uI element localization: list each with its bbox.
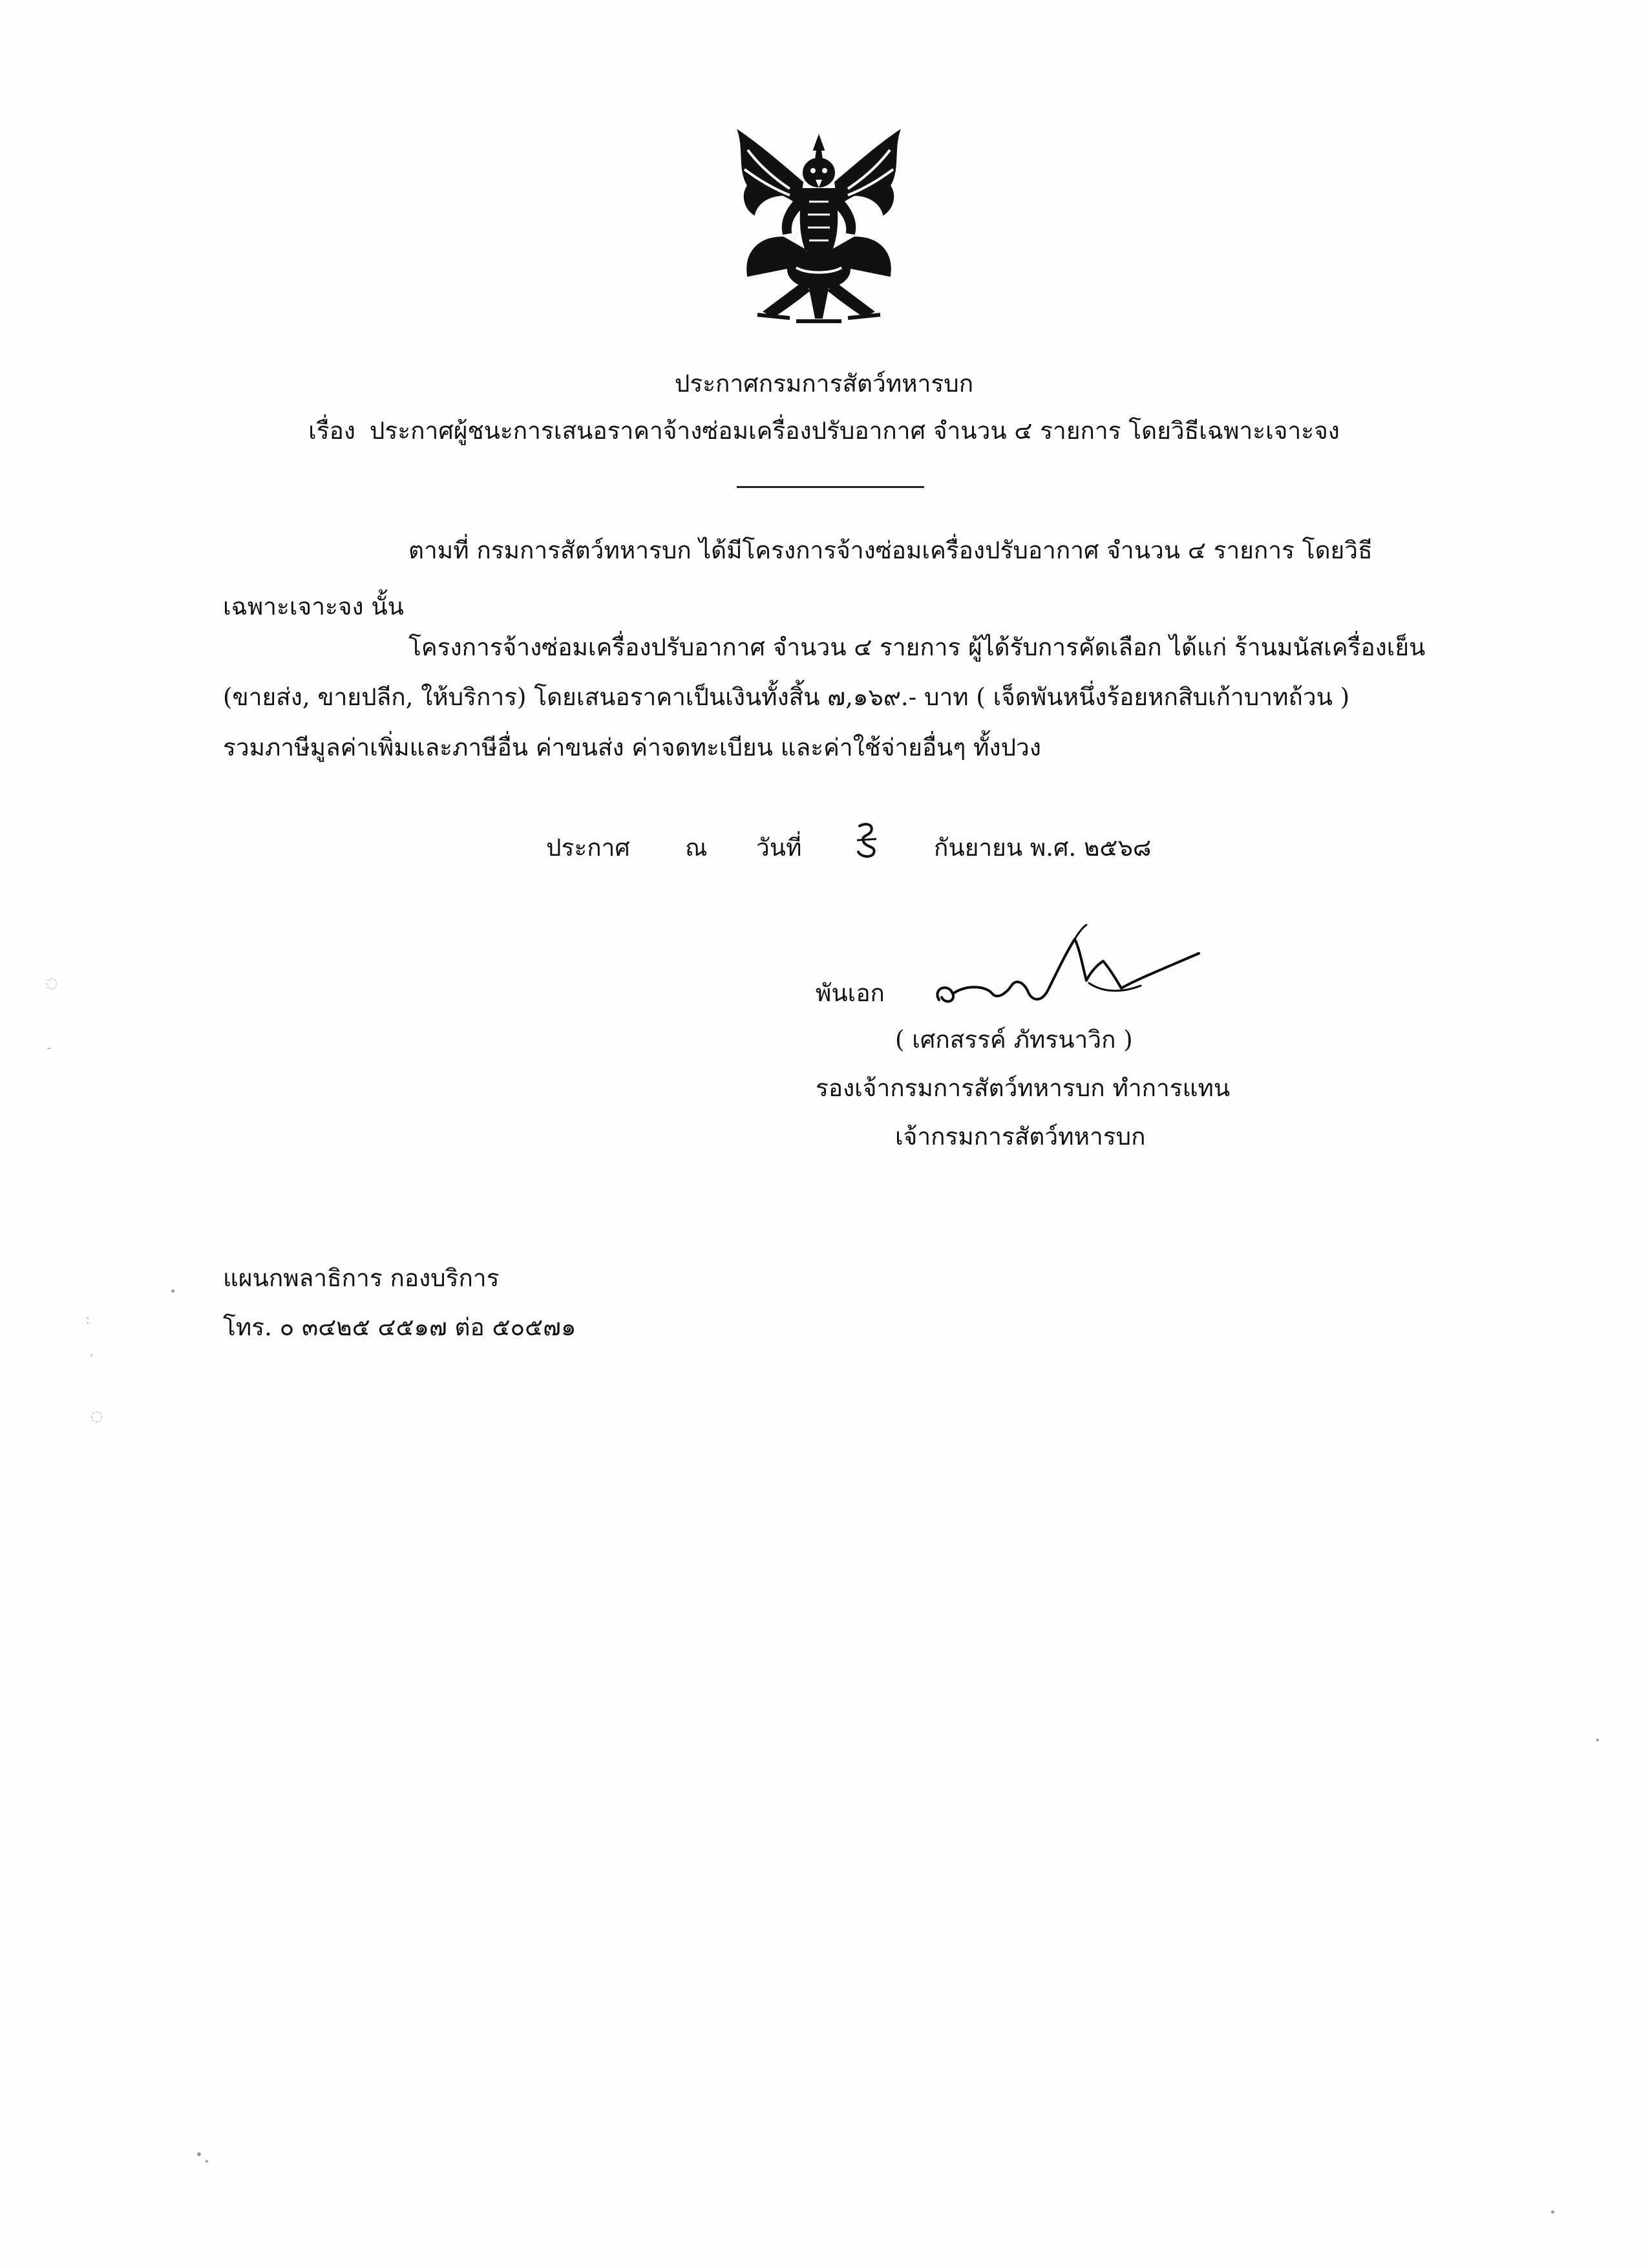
scan-artifact: ◌ <box>90 1408 103 1425</box>
scan-artifact: . <box>89 1344 94 1360</box>
department-line: แผนกพลาธิการ กองบริการ <box>223 1264 500 1292</box>
announce-label: ประกาศ <box>546 834 630 862</box>
title-divider <box>737 486 924 488</box>
paragraph-2-line-3: รวมภาษีมูลค่าเพิ่มและภาษีอื่น ค่าขนส่ง ค่าจดทะเบียน และค่าใช้จ่ายอื่นๆ ทั้งปวง <box>223 734 1041 761</box>
subject-line <box>0 416 1648 447</box>
phone-line: โทร. ๐ ๓๔๒๕ ๔๕๑๗ ต่อ ๕๐๕๗๑ <box>223 1313 576 1341</box>
at-label: ณ <box>685 834 708 862</box>
scan-artifact: : <box>85 1311 90 1328</box>
handwritten-day-mark <box>854 821 880 860</box>
paragraph-2-line-1: โครงการจ้างซ่อมเครื่องปรับอากาศ จำนวน ๔ รายการ ผู้ได้รับการคัดเลือก ได้แก่ ร้านมนัสเครื่องเย็น <box>408 633 1426 661</box>
signer-position-line-2: เจ้ากรมการสัตว์ทหารบก <box>895 1123 1146 1150</box>
signer-rank: พันเอก <box>816 979 885 1007</box>
day-label: วันที่ <box>756 834 802 862</box>
paragraph-2-line-2: (ขายส่ง, ขายปลีก, ให้บริการ) โดยเสนอราคาเป็นเงินทั้งสิ้น ๗,๑๖๙.- บาท ( เจ็ดพันหนึ่งร้อยหกสิบเก้าบาทถ้วน ) <box>223 683 1350 711</box>
scan-speck <box>197 2152 201 2156</box>
scan-speck <box>1551 2210 1554 2214</box>
scan-speck <box>206 2160 208 2163</box>
garuda-emblem-icon <box>719 124 919 331</box>
signer-name: ( เศกสรรค์ ภัทรนาวิก ) <box>895 1026 1133 1054</box>
scan-artifact: - <box>47 1040 52 1056</box>
scan-speck <box>1596 1739 1599 1741</box>
subject-text: ประกาศผู้ชนะการเสนอราคาจ้างซ่อมเครื่องปรับอากาศ จำนวน ๔ รายการ โดยวิธีเฉพาะเจาะจง <box>369 417 1340 445</box>
subject-label: เรื่อง <box>308 417 355 445</box>
scan-speck <box>171 1289 174 1293</box>
month-year: กันยายน พ.ศ. ๒๕๖๘ <box>934 834 1152 862</box>
announcement-title: ประกาศกรมการสัตว์ทหารบก <box>674 370 974 397</box>
signer-position-line-1: รองเจ้ากรมการสัตว์ทหารบก ทำการแทน <box>816 1074 1231 1102</box>
paragraph-1-line-2: เฉพาะเจาะจง นั้น <box>223 593 404 620</box>
scan-artifact: ◌ <box>45 975 58 991</box>
paragraph-1-line-1: ตามที่ กรมการสัตว์ทหารบก ได้มีโครงการจ้างซ่อมเครื่องปรับอากาศ จำนวน ๔ รายการ โดยวิธี <box>408 536 1373 564</box>
handwritten-signature-icon <box>927 921 1205 1018</box>
